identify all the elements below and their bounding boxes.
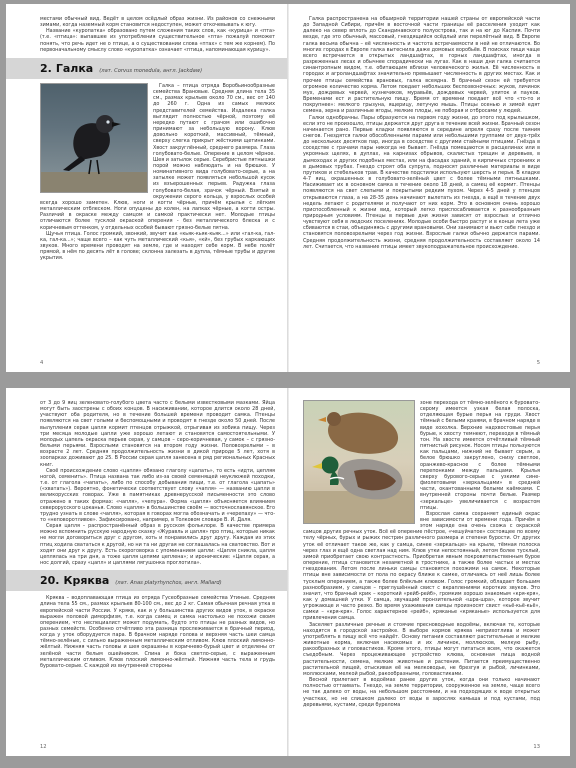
page-number: 4 — [40, 360, 44, 366]
page-4 — [6, 4, 287, 372]
page-13 — [289, 388, 570, 756]
paragraph: Кряква – водоплавающая птица из отряда Гусеобразные семейства Утиные. Средняя длина тела 55 см., размах крыльев 80-100 см., вес до 2 кг. Самая обычная речная утка в европейской части России. У крякв, как и у большинства других видов уток, в окраске выражен половой диморфизм, т.е. когда самец и самка настолько не похожи своим оперением, что неспециалист может подумать, будто это птицы не разных видов, но разных семейств. Особенно отчётливо эта разница прослеживается в брачный период, когда у уток оборудуется пара. В брачном наряде голова и верхняя часть шеи самца тёмно-зелёные, с сильно выраженным металлическим отливом. Клюв плоский лимонно-жёлтый. Нижняя часть головы и шея окрашены в коричнево-бурый цвет и отделены от зелёной части белым ошейником. Спина и бока светло-серые, с выраженным металлическим отливом. Клюв плоский лимонно-жёлтый. Нижняя часть тела и грудь буровато-серые. С каждой из внутренней стороны — [40, 595, 275, 669]
section-number: 2. — [40, 61, 52, 75]
section-heading-mallard — [6, 570, 287, 591]
page-number: 12 — [40, 744, 47, 750]
page-12 — [6, 388, 287, 756]
paragraph: Своё происхождение слово «цапля» обязано глаголу «цапать», то есть «идти, цепляя ногой, семенить». Птица названа так либо из-за своей семенящей неуклюжей походки, т.е. от глагола «чапать», либо по способу добывания пищи, т.е. от глагола «цапать» («хватать»). Вероятно, фонетически соответствует слову «чапля» — названию цапли в великорусских говорах. Уже в памятниках древнерусской письменности это слово отражено в таких формах: «чапля», «чепура». Форма «цапля» объясняется влиянием северорусского цоканья. Слово «цапля» в большинстве своём — восточнославянское. Его трудно узнать в слове «чапля», которая в говорах могла обозначать и «черепаху» — что-то «неповоротливое». Зафиксировано, например, в Толковом словаре В. И. Даля. — [40, 467, 275, 523]
paragraph: Название «куропатка» образовано путем сложения таких слов, как «курица» и «пта» (т.е. «птица»: выпавшее из употребления существительное «пта» пожалуй поможет понять, что речь идет не о птице, а о существовании слова «птах» с тем же корнем). По первоначальному смыслу слово «куропатка» означает «птица, напоминающая курицу». — [40, 28, 275, 53]
paragraph: Весной прилетает в водоёмах ранее других уток, когда они только начинают полностью оттаивать. Гнездо, на земле территории, сооруженное на земле, чаще всего не так далеко от воды, на небольшом расстоянии, и на подходящих к воде открытых участках, но не слишком далеко от воды в зарослях камыша и под кустами, под деревьями, кустами, среди бурелома — [303, 677, 540, 708]
paragraph: зоне перехода от тёмно-зелёного к буровато-серому имеется узкая белая полоска, отделяющая бурые перья на груди. Хвост тёмный с белыми краями, в брачном наряде в виде хохолка. Верхние надхвостовые перья бурые, к хвосту темнеют, переходя в тёмный тон. На хвосте имеется отчётливый тёмный пятнистый рисунок. Носом птицы пользуются как пальцами, нижний не бывает серым, а белое брюшко закруглено, снизу светлое, оранжево-красное с более тёмными перепонками между пальцами. Крылья сверху бурового-серые с узкими сине-фиолетовыми «зеркальцами» в средней части, окантованными белыми каёмками. С внутренней стороны почти белые. Размер «зеркальце» увеличивается с возрастом птицы. — [420, 400, 540, 511]
section-number: 20. — [40, 574, 60, 588]
page-5 — [289, 4, 570, 372]
paragraph: Галки однобрачны. Пары образуются на первом году жизни, до этого под крылышком, если это не произошло, птицы держатся друг друга в течение всей жизни. Брачный сезон начинается рано. Первые кладки появляются в середине апреля сразу после таяния снегов. Гнездятся галки обособленными парами или небольшими группами от двух-трёх до нескольких десятков пар, иногда в соседстве с другими стайными птицами. Гнёзда в соседстве с грачами пары никогда не бывает. Гнёзда помещаются в расщелинах или в укромных щелях, в дуплах, на карнизах обрывов, скалистых трещин и деревьев, в дымоходах и других подобных местах, или на фасадах зданий, в кирпичных строениях и в дымовых трубах. Гнездо строят оба супруга, подносят различные материалы в виде прутиков и стебельков трав. В качестве подстилки используют шерсть и перья. В кладке 4-7 яиц, окрашенных в голубовато-зелёный цвет с более тёмными пятнышками. Насиживает их в основном самка в течение около 18 дней, а самец её кормит. Птенцы появляются на свет слепыми и покрытыми редким пухом. Через 4-5 дней у птенцов открываются глаза, а на 28-35 день начинают вылетать из гнезда, а ещё в течение двух недель летают с родителями и получают от них корм. Это в основном очень хорошо приспособленный к жизни вид, который легко приспосабливается к разнообразным природным условиям. Птенцы в первые дни жизни зависят от взрослых и отлично чувствуют себя в людских поселениях. Молодые особи быстро растут и в конце лета уже сбиваются в стаи, объединяясь с другими врановыми. Они занимают и вьют себе гнездо и становятся половозрелыми через год жизни. Взрослые галки обычно держатся парами. Средняя продолжительность жизни, средняя продолжительность составляет около 14 лет. Считается, что название птицы имеет звукоподражательное происхождение. — [303, 114, 540, 250]
jackdaw-photo — [40, 83, 148, 193]
page-number: 13 — [533, 744, 540, 750]
book-spread-top — [6, 4, 570, 372]
mallard-duck-photo — [303, 400, 415, 524]
page-number: 5 — [536, 360, 540, 366]
section-title: Кряква — [63, 574, 110, 588]
paragraph: Щучья птица. Голос громкий, звонкий, звучит как «кьяк-кьяк-кьяк...» или «гал-ка, гал-ка, гал-ка...»; чаще всего – как чуть металлический «кья», «кй», без грубых каркающих звуков. Много времени проводят на земле, где и находят себе корм. В небе полёт прямой, в нём по десять лёт в голове; склонна залезать в дупла, тёмные трубы и другие укрытия. — [40, 230, 275, 262]
section-heading-jackdaw — [6, 58, 287, 79]
section-title: Галка — [55, 61, 94, 75]
paragraph: Серая цапля – распространённый образ в русском фольклоре. В качестве примера можно вспомнить русскую народную сказку «Журавль и цапля» про птиц, которые никак не могли договориться друг с другом, хоть и понравились друг другу. Каждая из этих птиц ходила свататься к другой, но ни та ни другая не соглашалась на сватовство. Вот и ходят они друг к другу. Есть скороговорка с упоминанием цапли: «Цапля сникла, цапля цеплялась на три дня, а тоже цапля цепями цеплена»; и иронические: «Цапля серая, а нос долгий, сразу «цапл» и цаплями лягушонка проглотила». — [40, 523, 275, 567]
section-latin-name: (лат. Anas platyrhynchos, англ. Mallard) — [115, 580, 222, 587]
paragraph: Заселяет различные речные и стоячие пресноводные водоёмы, включая те, которые находятся в городской застройке. В выборе кормов кряква неприхотлива и может употреблять в пищу всё что найдёт. Основу питания составляют растительные и мелкие животные корма, включая насекомых и их личинок, моллюсков, мелкую рыбу, ракообразных и головастиков. Кроме этого, птицы могут питаться всем, что окажется съедобным. Через процеживающее устройство клюва, основная пища водной растительности, семена, мелкие животные и растения. Питается преимущественно растительной пищей, отыскивая её на мелководье, не брезгуя и рыбой, личинками, моллюсками, мелкой рыбой, ракообразными, головастиками. — [303, 621, 540, 677]
paragraph: Взрослая самка сохраняет единый окрас вне зависимости от времени года. Причём в этом наряде она очень схожа с окраской самцов других речных уток. Всё её оперение пёстрое, «чешуйчатое» состоящее по всему телу чёрных, бурых и рыжих пестрин различного размера и степени бурости. От других уток её отличает такое же, как у самца, синее «зеркальце» на крыле, тёмная полоска через глаз и ещё одна светлая над ним. Клюв утки непостоянный, летом более тусклый, зимой приобретает свою контрастность. Приобретая явным покровительственным бурое оперение, птица становится незаметной в тростнике, а также более частых и местах гнездования. Летом после линьки самцы становятся похожими на самок. Некоторые птицы вне зависимости от пола по окрасу ближе к самке, отличаясь от неё лишь более тусклым оперением, а также более блёклым клювом. Голос громкий, обладает большим разнообразием, у самцов – приглушённый свист с вкраплениями коротких звуков. Это значит, что брачный крик – короткий «рейб-рейб», громким хорошо знакомым «кря-кря», как у домашней утки. У самца, звучащий пронзительной «шра-шра», которое звучит угрожающе и часто резко. Во время ухаживания самцы произносят свист «кьё-кьё-кьё», самки – «кря-кря». Голос характерное «рейб», кряканье «кряканье» используется для привлечения самца. — [303, 510, 540, 622]
section-latin-name: (лат. Corvus monedula, англ. Jackdaw) — [99, 67, 203, 74]
paragraph: Галка – птица отряда Воробьинообразные семейства Врановые. Средняя длина тела 35 см., размах крыльев около 70 см., вес от 140 до 260 г. Одна из самых мелких представителей семейства. Издалека галка выглядит полностью чёрной, поэтому её нередко путают с грачом или ошибочно принимают за небольшую ворону. Клюв довольно короткий, массивный, тёмный, сверху слегка прикрыт жёсткими щетинками. Хвост закруглённый, среднего размера. Глаза голубовато-белые. Оперение в целом чёрное. Шея и затылок серые. Серебристые пятнышки порой можно наблюдать и на брюшке. У номинативного вида голубовато-серые, а на затылке может появляться небольшой кусок из взъерошенных перьев. Радужка глаза голубовато-белая, зрачок чёрный. Взятый в окружении серого кольца, у взрослых особей всегда хорошо заметен. Клюв, ноги и когти чёрные, причём крылья с лёгким металлическим отблеском. Ноги опущены до колен, на лапках чёрные, а когти остры. Различий в окраске между самцом и самкой практически нет. Молодые птицы отличаются более тусклой окраской оперения - без металлического блеска и с коричневым оттенком, у отдельных особей бывают грязно-белые пятна. — [40, 82, 275, 231]
paragraph: Галка распространена на обширной территории нашей страны от европейской части до Западной Сибири, причём в восточной части границы её расселения уходит как далеко на север вплоть до Скандинавского полуострова, так и на юг до Каспия. Почти везде, где это обычный, массовый, гнездящийся осёдлый или перелётный вид. В Европе галка весьма обычна – её численность и частота встречаемости в ней не отличаются. Во многих городах в Европе галка вытеснила даже домовых воробьёв. В поисках пищи чаще всего встречается в открытых ландшафтах, в горных ландшафтах, иногда в разреженных лесах и обычнее спорадически на лугах. Как в наши дни галка считается синантропным видом, т.е. обитающим вблизи человеческого жилья. Её численность в городах и агроландшафтах значительно превышает численность в других местах. Как и прочие птицы семейства врановых, галка всеядна. В брачный сезон ей требуется огромное количество корма. Летом поедает небольших беспозвоночных: жуков, личинок мух, дождевых червей, кузнечиков, муравьёв, дождевых червей, улиток и пауков. Временами ест и растительную пищу. Время от времени поедает всё что «то-то и покрупнее»: мелкого грызуна, ящерицу, летучую мышь. Птицы осенью и зимой едят семена, зерна и различные ягоды, мелкие плоды, не поборая и отбросами у людей. — [303, 16, 540, 115]
paragraph: местами обычный вид. Ведёт в целом осёдлый образ жизни. Из районов со снежными зимами, когда наземный корм становится недоступен, может откочевывать к югу. — [40, 16, 275, 29]
book-spread-bottom — [6, 388, 570, 756]
paragraph: от 3 до 9 яиц зеленовато-голубого цвета часто с белыми известковыми мазками. Яйца могут быть заострены с обоих концов. В насиживании, которое длится около 28 дней, участвуют оба родителя, но в течение большей времени проводит самка. Птенцы появляются на свет голыми и беспомощными и проводят в гнезде около 50 дней. После вылупления серая цапля кормит птенцов отрыжкой, отрыгивая из зобика пищу. Через три месяца молодые цапли уже хорошо летают и становятся самостоятельными. У молодых цапель окраска перьев серая, у самцов – серо-коричневая, у самок – с грязно-белыми перьями. Взрослыми становятся на втором году жизни. Половозрелыми – в возрасте 2 лет. Средняя продолжительность жизни в дикой природе 5 лет, хотя в зоопарках доживают до 25. В России серая цапля занесена в ряд региональных Красных книг. — [40, 400, 275, 468]
